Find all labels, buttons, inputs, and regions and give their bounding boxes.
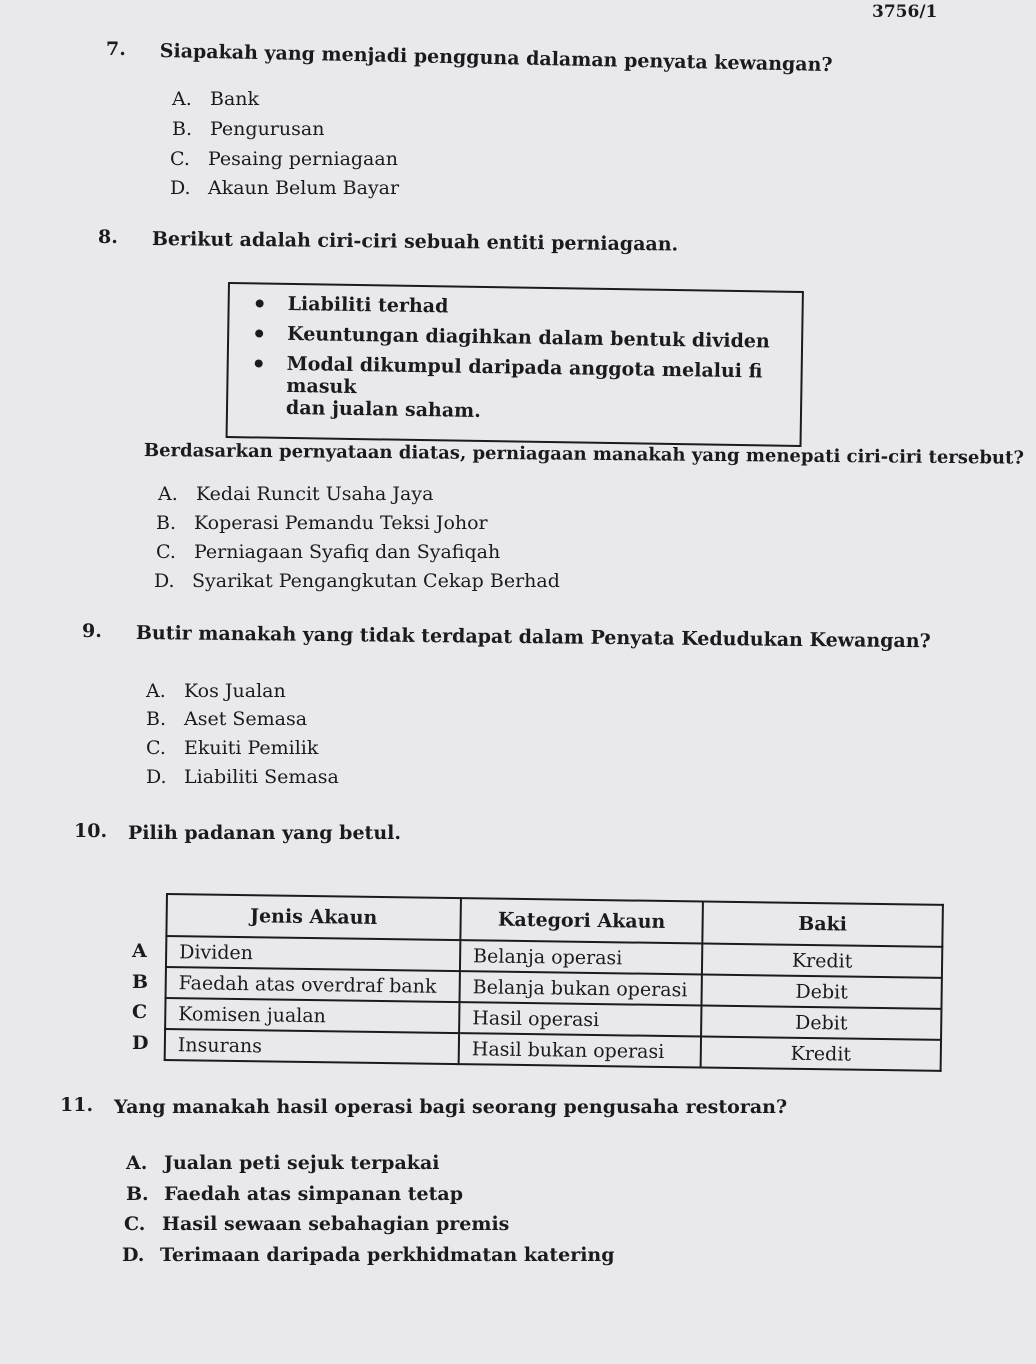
q11-text: Yang manakah hasil operasi bagi seorang pengusaha restoran? (114, 1096, 788, 1118)
row-label-b: B (132, 971, 149, 993)
characteristic-text: Liabiliti terhad (287, 292, 449, 318)
option-label: C. (146, 737, 166, 759)
cell-kategori: Hasil bukan operasi (459, 1033, 701, 1067)
cell-jenis: Dividen (166, 936, 460, 971)
option-text: Koperasi Pemandu Teksi Johor (194, 512, 488, 534)
characteristic-text: Modal dikumpul daripada anggota melalui fi masuk (286, 352, 763, 399)
option-text: Liabiliti Semasa (184, 766, 339, 788)
q7-option-d[interactable] (170, 177, 399, 199)
cell-jenis: Faedah atas overdraf bank (166, 967, 460, 1002)
option-text: Aset Semasa (184, 708, 308, 730)
option-label: B. (172, 118, 193, 140)
q9-option-c[interactable] (146, 737, 318, 759)
bullet-icon (255, 359, 263, 367)
header-baki: Baki (702, 901, 943, 946)
option-label: A. (146, 680, 166, 702)
option-label: D. (146, 766, 167, 788)
matching-table (164, 893, 944, 1072)
option-text: Jualan peti sejuk terpakai (164, 1152, 440, 1174)
option-text: Kedai Runcit Usaha Jaya (196, 483, 434, 505)
q9-number: 9. (82, 620, 102, 642)
option-label: D. (122, 1244, 145, 1266)
option-text: Akaun Belum Bayar (208, 177, 400, 199)
option-text: Ekuiti Pemilik (184, 737, 319, 759)
option-label: C. (124, 1213, 146, 1235)
q11-option-d[interactable] (122, 1244, 615, 1266)
q7-number: 7. (106, 38, 126, 60)
option-text: Terimaan daripada perkhidmatan katering (160, 1244, 615, 1266)
option-label: C. (170, 148, 190, 170)
header-kategori-akaun: Kategori Akaun (460, 898, 703, 943)
cell-jenis: Insurans (165, 1029, 459, 1064)
q11-option-b[interactable] (126, 1183, 463, 1205)
characteristic-item (229, 322, 801, 353)
option-text: Pesaing perniagaan (208, 148, 398, 170)
q9-option-b[interactable] (146, 708, 307, 730)
row-label-a: A (132, 940, 147, 962)
option-label: C. (156, 541, 176, 563)
option-text: Kos Jualan (184, 680, 286, 702)
option-label: A. (172, 88, 192, 110)
q9-option-a[interactable] (146, 680, 286, 702)
q9-option-d[interactable] (146, 766, 339, 788)
option-text: Faedah atas simpanan tetap (164, 1183, 463, 1205)
cell-baki: Debit (701, 974, 941, 1008)
option-text: Pengurusan (210, 118, 325, 140)
q10-number: 10. (74, 820, 108, 842)
q11-option-c[interactable] (124, 1213, 509, 1235)
q10-text: Pilih padanan yang betul. (128, 822, 401, 844)
cell-kategori: Belanja bukan operasi (460, 971, 702, 1005)
cell-kategori: Belanja operasi (460, 940, 702, 974)
q11-option-a[interactable] (126, 1152, 439, 1174)
option-text: Bank (210, 88, 260, 110)
q7-option-c[interactable] (170, 148, 398, 170)
option-label: B. (146, 708, 167, 730)
option-label: A. (126, 1152, 148, 1174)
characteristic-text: Keuntungan diagihkan dalam bentuk dividen (287, 322, 770, 353)
option-label: D. (170, 177, 191, 199)
option-label: B. (126, 1183, 149, 1205)
option-label: B. (156, 512, 177, 534)
cell-kategori: Hasil operasi (459, 1002, 701, 1036)
q9-text: Butir manakah yang tidak terdapat dalam Penyata Kedudukan Kewangan? (135, 622, 931, 653)
characteristic-item (229, 292, 801, 323)
q7-option-a[interactable] (172, 88, 259, 110)
q8-option-c[interactable] (156, 541, 500, 563)
cell-baki: Kredit (702, 943, 942, 977)
characteristic-item (228, 352, 801, 405)
row-label-d: D (132, 1032, 149, 1054)
bullet-icon (255, 329, 263, 337)
q8-option-b[interactable] (156, 512, 488, 534)
q7-option-b[interactable] (172, 118, 324, 140)
header-jenis-akaun: Jenis Akaun (166, 894, 461, 940)
q8-question: Berdasarkan pernyataan diatas, perniagaan manakah yang menepati ciri-ciri tersebut? (143, 440, 1025, 469)
characteristics-box (226, 282, 804, 447)
q8-option-d[interactable] (154, 570, 560, 592)
option-label: A. (158, 483, 178, 505)
q8-text: Berikut adalah ciri-ciri sebuah entiti perniagaan. (151, 228, 679, 256)
row-label-c: C (132, 1001, 148, 1023)
option-text: Syarikat Pengangkutan Cekap Berhad (192, 570, 560, 592)
bullet-icon (256, 299, 264, 307)
cell-baki: Debit (701, 1005, 941, 1039)
cell-baki: Kredit (701, 1036, 941, 1070)
q8-number: 8. (98, 226, 118, 248)
cell-jenis: Komisen jualan (165, 998, 459, 1033)
characteristic-continuation: dan jualan saham. (285, 396, 482, 422)
q11-number: 11. (60, 1094, 94, 1116)
option-text: Hasil sewaan sebahagian premis (162, 1213, 510, 1235)
q7-text: Siapakah yang menjadi pengguna dalaman penyata kewangan? (159, 40, 833, 77)
q8-option-a[interactable] (158, 483, 433, 505)
option-label: D. (154, 570, 175, 592)
option-text: Perniagaan Syafiq dan Syafiqah (194, 541, 501, 563)
paper-code: 3756/1 (872, 2, 938, 22)
